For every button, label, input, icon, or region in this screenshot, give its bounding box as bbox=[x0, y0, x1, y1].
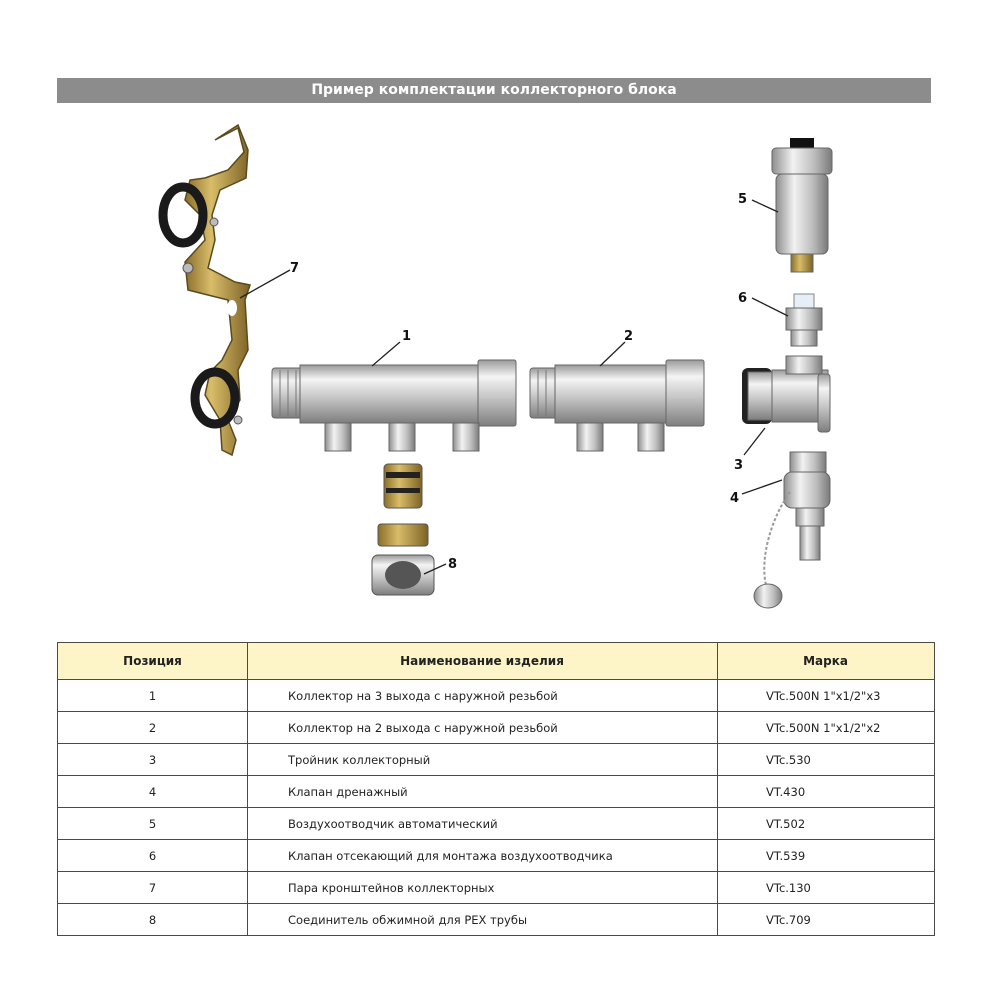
cell-mark: VT.502 bbox=[718, 808, 935, 840]
assembly-figure bbox=[0, 105, 1000, 635]
cell-name: Коллектор на 2 выхода с наружной резьбой bbox=[248, 712, 718, 744]
cell-position: 3 bbox=[58, 744, 248, 776]
cell-position: 1 bbox=[58, 680, 248, 712]
tee-fitting-3 bbox=[742, 356, 830, 432]
cell-position: 8 bbox=[58, 904, 248, 936]
cell-mark: VTc.530 bbox=[718, 744, 935, 776]
cell-name: Воздухоотводчик автоматический bbox=[248, 808, 718, 840]
cell-mark: VTc.709 bbox=[718, 904, 935, 936]
table-row bbox=[58, 680, 935, 712]
col-header-mark: Марка bbox=[718, 643, 935, 680]
callout-5: 5 bbox=[738, 192, 748, 207]
cell-position: 7 bbox=[58, 872, 248, 904]
drain-valve-4 bbox=[754, 452, 830, 608]
manifold-2-outlets-2 bbox=[530, 360, 704, 451]
cell-name: Клапан отсекающий для монтажа воздухоотводчика bbox=[248, 840, 718, 872]
cell-name: Соединитель обжимной для PEX трубы bbox=[248, 904, 718, 936]
col-header-position: Позиция bbox=[58, 643, 248, 680]
table-row bbox=[58, 776, 935, 808]
cell-mark: VTc.500N 1"x1/2"x3 bbox=[718, 680, 935, 712]
table-row bbox=[58, 872, 935, 904]
cell-mark: VT.430 bbox=[718, 776, 935, 808]
callout-6: 6 bbox=[738, 291, 748, 306]
callout-2: 2 bbox=[624, 329, 634, 344]
table-row bbox=[58, 808, 935, 840]
callout-4: 4 bbox=[730, 491, 740, 506]
table-row bbox=[58, 712, 935, 744]
cell-position: 4 bbox=[58, 776, 248, 808]
table-row bbox=[58, 904, 935, 936]
air-vent-5 bbox=[772, 138, 832, 272]
callout-8: 8 bbox=[448, 557, 458, 572]
cell-name: Клапан дренажный bbox=[248, 776, 718, 808]
cell-name: Пара кронштейнов коллекторных bbox=[248, 872, 718, 904]
table-row bbox=[58, 840, 935, 872]
col-header-name: Наименование изделия bbox=[248, 643, 718, 680]
callout-1: 1 bbox=[402, 329, 412, 344]
cell-position: 2 bbox=[58, 712, 248, 744]
cell-mark: VTc.500N 1"x1/2"x2 bbox=[718, 712, 935, 744]
cell-position: 6 bbox=[58, 840, 248, 872]
page-title: Пример комплектации коллекторного блока bbox=[57, 78, 931, 103]
bracket-pair-7 bbox=[163, 125, 250, 455]
cell-name: Тройник коллекторный bbox=[248, 744, 718, 776]
compression-fitting-8 bbox=[372, 464, 434, 595]
callout-7: 7 bbox=[290, 261, 300, 276]
cell-mark: VTc.130 bbox=[718, 872, 935, 904]
table-row bbox=[58, 744, 935, 776]
callout-3: 3 bbox=[734, 458, 744, 473]
cell-position: 5 bbox=[58, 808, 248, 840]
cell-mark: VT.539 bbox=[718, 840, 935, 872]
table-header-row bbox=[58, 643, 935, 680]
parts-table bbox=[57, 642, 935, 936]
shutoff-valve-6 bbox=[786, 294, 822, 346]
cell-name: Коллектор на 3 выхода с наружной резьбой bbox=[248, 680, 718, 712]
manifold-3-outlets-1 bbox=[272, 360, 516, 451]
